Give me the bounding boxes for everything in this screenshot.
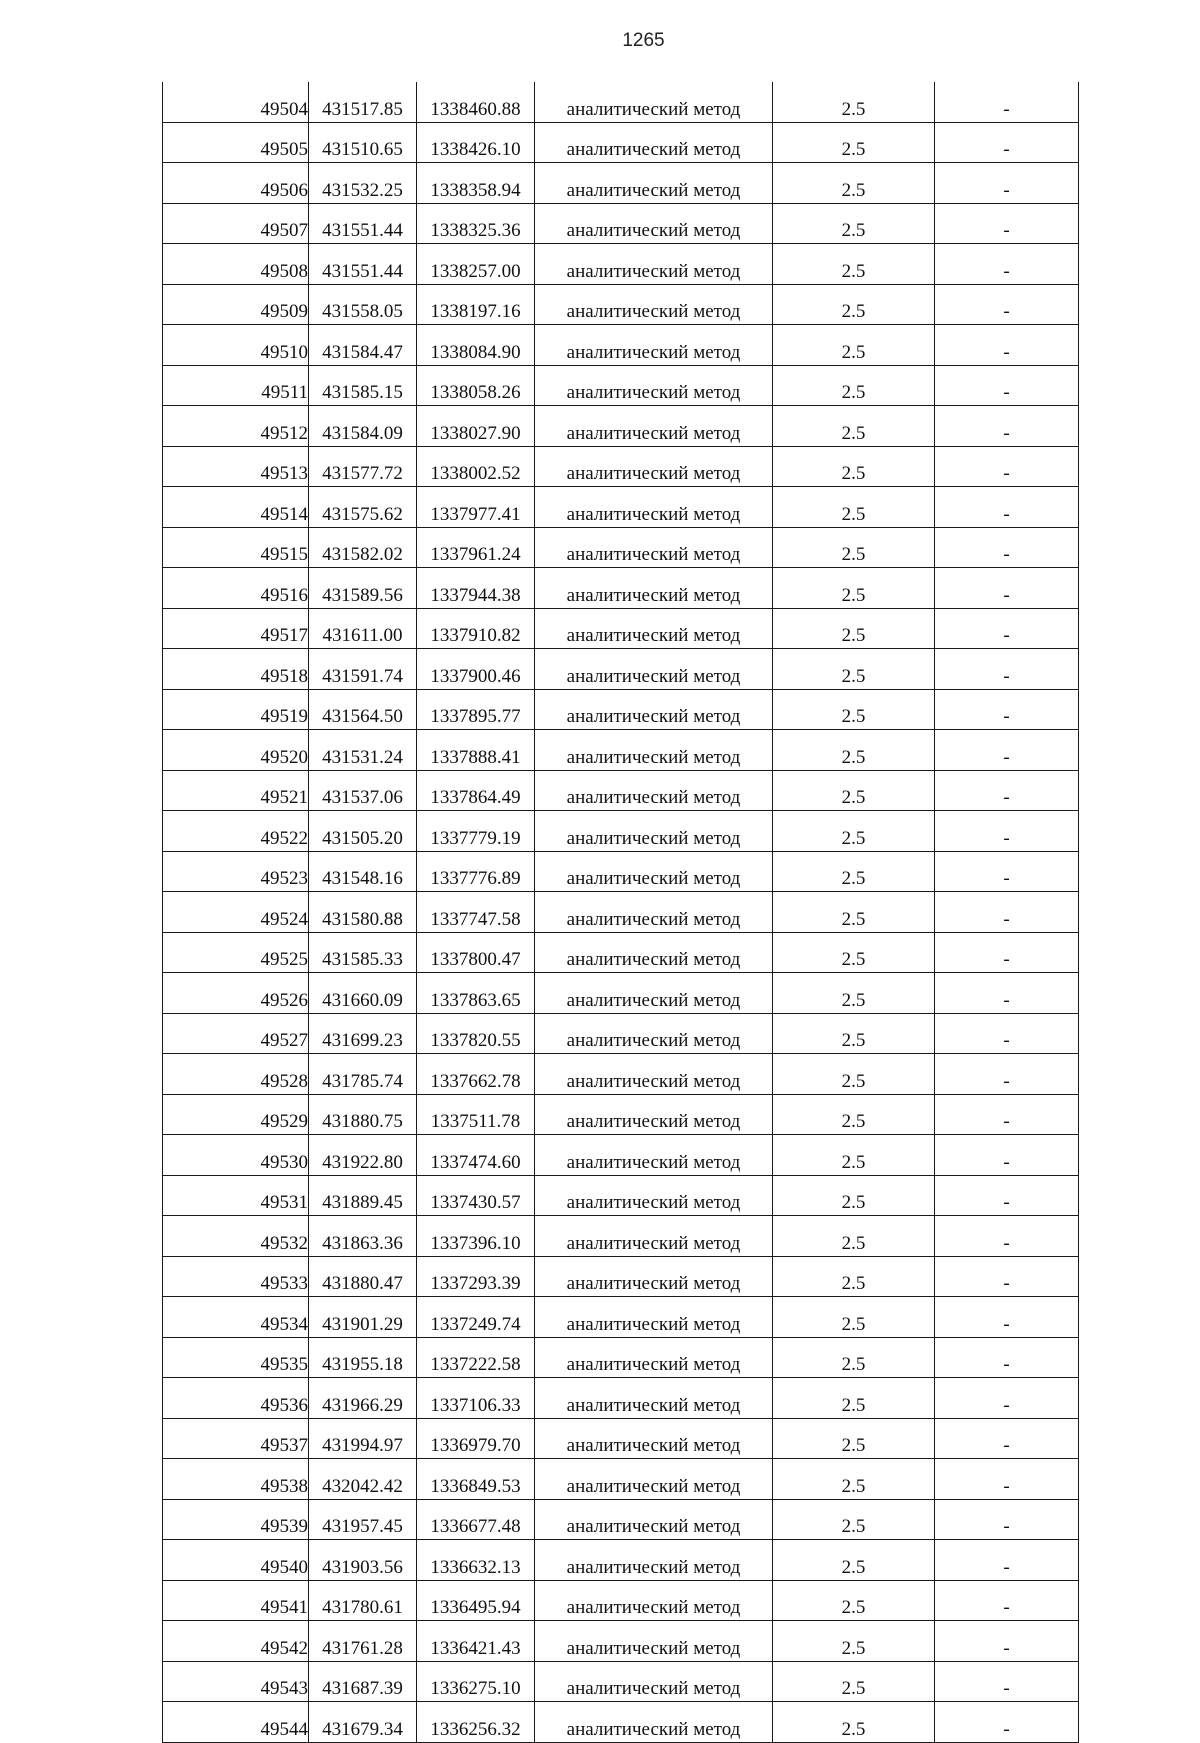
method-cell: аналитический метод <box>535 487 773 528</box>
x-coordinate-cell: 431611.00 <box>309 608 417 649</box>
point-number-cell: 49504 <box>163 82 309 122</box>
table-row <box>163 1297 1079 1338</box>
accuracy-cell: 2.5 <box>773 1337 935 1378</box>
accuracy-cell: 2.5 <box>773 730 935 771</box>
note-cell: - <box>935 1135 1079 1176</box>
point-number-cell: 49531 <box>163 1175 309 1216</box>
y-coordinate-cell: 1338426.10 <box>417 122 535 163</box>
method-cell: аналитический метод <box>535 1013 773 1054</box>
y-coordinate-cell: 1337820.55 <box>417 1013 535 1054</box>
method-cell: аналитический метод <box>535 406 773 447</box>
note-cell: - <box>935 1256 1079 1297</box>
accuracy-cell: 2.5 <box>773 851 935 892</box>
point-number-cell: 49514 <box>163 487 309 528</box>
table-row <box>163 649 1079 690</box>
x-coordinate-cell: 431585.33 <box>309 932 417 973</box>
accuracy-cell: 2.5 <box>773 1418 935 1459</box>
method-cell: аналитический метод <box>535 608 773 649</box>
point-number-cell: 49510 <box>163 325 309 366</box>
x-coordinate-cell: 431699.23 <box>309 1013 417 1054</box>
x-coordinate-cell: 431589.56 <box>309 568 417 609</box>
accuracy-cell: 2.5 <box>773 527 935 568</box>
x-coordinate-cell: 431584.47 <box>309 325 417 366</box>
y-coordinate-cell: 1337293.39 <box>417 1256 535 1297</box>
point-number-cell: 49511 <box>163 365 309 406</box>
table-row <box>163 82 1079 122</box>
point-number-cell: 49530 <box>163 1135 309 1176</box>
point-number-cell: 49516 <box>163 568 309 609</box>
method-cell: аналитический метод <box>535 446 773 487</box>
table-row <box>163 1135 1079 1176</box>
accuracy-cell: 2.5 <box>773 406 935 447</box>
x-coordinate-cell: 431903.56 <box>309 1540 417 1581</box>
accuracy-cell: 2.5 <box>773 770 935 811</box>
point-number-cell: 49532 <box>163 1216 309 1257</box>
note-cell: - <box>935 1702 1079 1743</box>
y-coordinate-cell: 1337249.74 <box>417 1297 535 1338</box>
table-row <box>163 1621 1079 1662</box>
accuracy-cell: 2.5 <box>773 1580 935 1621</box>
accuracy-cell: 2.5 <box>773 1499 935 1540</box>
note-cell: - <box>935 851 1079 892</box>
x-coordinate-cell: 431580.88 <box>309 892 417 933</box>
table-row <box>163 1216 1079 1257</box>
table-row <box>163 487 1079 528</box>
table-row <box>163 1661 1079 1702</box>
point-number-cell: 49512 <box>163 406 309 447</box>
x-coordinate-cell: 431880.47 <box>309 1256 417 1297</box>
point-number-cell: 49524 <box>163 892 309 933</box>
method-cell: аналитический метод <box>535 973 773 1014</box>
table-row <box>163 608 1079 649</box>
x-coordinate-cell: 431761.28 <box>309 1621 417 1662</box>
y-coordinate-cell: 1338027.90 <box>417 406 535 447</box>
note-cell: - <box>935 1378 1079 1419</box>
y-coordinate-cell: 1336979.70 <box>417 1418 535 1459</box>
y-coordinate-cell: 1337662.78 <box>417 1054 535 1095</box>
method-cell: аналитический метод <box>535 568 773 609</box>
note-cell: - <box>935 1418 1079 1459</box>
x-coordinate-cell: 431591.74 <box>309 649 417 690</box>
x-coordinate-cell: 432042.42 <box>309 1459 417 1500</box>
table-row <box>163 1054 1079 1095</box>
accuracy-cell: 2.5 <box>773 1459 935 1500</box>
note-cell: - <box>935 1459 1079 1500</box>
accuracy-cell: 2.5 <box>773 325 935 366</box>
y-coordinate-cell: 1337779.19 <box>417 811 535 852</box>
x-coordinate-cell: 431955.18 <box>309 1337 417 1378</box>
accuracy-cell: 2.5 <box>773 811 935 852</box>
point-number-cell: 49520 <box>163 730 309 771</box>
accuracy-cell: 2.5 <box>773 1702 935 1743</box>
method-cell: аналитический метод <box>535 1256 773 1297</box>
x-coordinate-cell: 431957.45 <box>309 1499 417 1540</box>
table-row <box>163 1499 1079 1540</box>
accuracy-cell: 2.5 <box>773 689 935 730</box>
x-coordinate-cell: 431785.74 <box>309 1054 417 1095</box>
table-row <box>163 1013 1079 1054</box>
point-number-cell: 49529 <box>163 1094 309 1135</box>
point-number-cell: 49509 <box>163 284 309 325</box>
method-cell: аналитический метод <box>535 1702 773 1743</box>
x-coordinate-cell: 431660.09 <box>309 973 417 1014</box>
table-row <box>163 1256 1079 1297</box>
y-coordinate-cell: 1338002.52 <box>417 446 535 487</box>
note-cell: - <box>935 973 1079 1014</box>
coordinates-table <box>162 82 1079 1743</box>
accuracy-cell: 2.5 <box>773 649 935 690</box>
table-row <box>163 770 1079 811</box>
method-cell: аналитический метод <box>535 1094 773 1135</box>
y-coordinate-cell: 1338084.90 <box>417 325 535 366</box>
y-coordinate-cell: 1337222.58 <box>417 1337 535 1378</box>
accuracy-cell: 2.5 <box>773 608 935 649</box>
table-row <box>163 284 1079 325</box>
y-coordinate-cell: 1337961.24 <box>417 527 535 568</box>
method-cell: аналитический метод <box>535 82 773 122</box>
y-coordinate-cell: 1336275.10 <box>417 1661 535 1702</box>
point-number-cell: 49513 <box>163 446 309 487</box>
method-cell: аналитический метод <box>535 1054 773 1095</box>
note-cell: - <box>935 1499 1079 1540</box>
accuracy-cell: 2.5 <box>773 487 935 528</box>
y-coordinate-cell: 1336849.53 <box>417 1459 535 1500</box>
table-row <box>163 973 1079 1014</box>
method-cell: аналитический метод <box>535 1378 773 1419</box>
accuracy-cell: 2.5 <box>773 1135 935 1176</box>
method-cell: аналитический метод <box>535 851 773 892</box>
point-number-cell: 49544 <box>163 1702 309 1743</box>
x-coordinate-cell: 431531.24 <box>309 730 417 771</box>
note-cell: - <box>935 932 1079 973</box>
y-coordinate-cell: 1337977.41 <box>417 487 535 528</box>
method-cell: аналитический метод <box>535 1135 773 1176</box>
point-number-cell: 49506 <box>163 163 309 204</box>
note-cell: - <box>935 1094 1079 1135</box>
accuracy-cell: 2.5 <box>773 1013 935 1054</box>
method-cell: аналитический метод <box>535 527 773 568</box>
accuracy-cell: 2.5 <box>773 1621 935 1662</box>
note-cell: - <box>935 203 1079 244</box>
point-number-cell: 49525 <box>163 932 309 973</box>
method-cell: аналитический метод <box>535 1297 773 1338</box>
accuracy-cell: 2.5 <box>773 1297 935 1338</box>
note-cell: - <box>935 365 1079 406</box>
y-coordinate-cell: 1337944.38 <box>417 568 535 609</box>
method-cell: аналитический метод <box>535 1661 773 1702</box>
table-row <box>163 1702 1079 1743</box>
method-cell: аналитический метод <box>535 203 773 244</box>
point-number-cell: 49541 <box>163 1580 309 1621</box>
x-coordinate-cell: 431510.65 <box>309 122 417 163</box>
note-cell: - <box>935 689 1079 730</box>
table-row <box>163 1580 1079 1621</box>
accuracy-cell: 2.5 <box>773 82 935 122</box>
note-cell: - <box>935 1621 1079 1662</box>
table-row <box>163 932 1079 973</box>
y-coordinate-cell: 1337396.10 <box>417 1216 535 1257</box>
note-cell: - <box>935 1054 1079 1095</box>
note-cell: - <box>935 446 1079 487</box>
accuracy-cell: 2.5 <box>773 163 935 204</box>
y-coordinate-cell: 1337106.33 <box>417 1378 535 1419</box>
note-cell: - <box>935 122 1079 163</box>
note-cell: - <box>935 406 1079 447</box>
x-coordinate-cell: 431558.05 <box>309 284 417 325</box>
accuracy-cell: 2.5 <box>773 892 935 933</box>
point-number-cell: 49540 <box>163 1540 309 1581</box>
table-row <box>163 163 1079 204</box>
y-coordinate-cell: 1337888.41 <box>417 730 535 771</box>
x-coordinate-cell: 431585.15 <box>309 365 417 406</box>
note-cell: - <box>935 244 1079 285</box>
y-coordinate-cell: 1338358.94 <box>417 163 535 204</box>
note-cell: - <box>935 527 1079 568</box>
note-cell: - <box>935 1337 1079 1378</box>
table-row <box>163 568 1079 609</box>
note-cell: - <box>935 487 1079 528</box>
table-row <box>163 1459 1079 1500</box>
x-coordinate-cell: 431966.29 <box>309 1378 417 1419</box>
method-cell: аналитический метод <box>535 1580 773 1621</box>
accuracy-cell: 2.5 <box>773 365 935 406</box>
table-row <box>163 811 1079 852</box>
coordinates-table-container <box>162 82 1078 1743</box>
x-coordinate-cell: 431922.80 <box>309 1135 417 1176</box>
accuracy-cell: 2.5 <box>773 244 935 285</box>
note-cell: - <box>935 770 1079 811</box>
method-cell: аналитический метод <box>535 122 773 163</box>
table-row <box>163 122 1079 163</box>
point-number-cell: 49543 <box>163 1661 309 1702</box>
x-coordinate-cell: 431679.34 <box>309 1702 417 1743</box>
method-cell: аналитический метод <box>535 1499 773 1540</box>
point-number-cell: 49528 <box>163 1054 309 1095</box>
x-coordinate-cell: 431575.62 <box>309 487 417 528</box>
x-coordinate-cell: 431780.61 <box>309 1580 417 1621</box>
method-cell: аналитический метод <box>535 1175 773 1216</box>
x-coordinate-cell: 431687.39 <box>309 1661 417 1702</box>
note-cell: - <box>935 1175 1079 1216</box>
point-number-cell: 49523 <box>163 851 309 892</box>
method-cell: аналитический метод <box>535 325 773 366</box>
x-coordinate-cell: 431994.97 <box>309 1418 417 1459</box>
y-coordinate-cell: 1338058.26 <box>417 365 535 406</box>
y-coordinate-cell: 1336677.48 <box>417 1499 535 1540</box>
point-number-cell: 49526 <box>163 973 309 1014</box>
x-coordinate-cell: 431551.44 <box>309 244 417 285</box>
point-number-cell: 49538 <box>163 1459 309 1500</box>
note-cell: - <box>935 284 1079 325</box>
accuracy-cell: 2.5 <box>773 446 935 487</box>
accuracy-cell: 2.5 <box>773 1094 935 1135</box>
y-coordinate-cell: 1337747.58 <box>417 892 535 933</box>
accuracy-cell: 2.5 <box>773 1256 935 1297</box>
y-coordinate-cell: 1336495.94 <box>417 1580 535 1621</box>
accuracy-cell: 2.5 <box>773 932 935 973</box>
accuracy-cell: 2.5 <box>773 568 935 609</box>
y-coordinate-cell: 1338325.36 <box>417 203 535 244</box>
y-coordinate-cell: 1337511.78 <box>417 1094 535 1135</box>
method-cell: аналитический метод <box>535 892 773 933</box>
point-number-cell: 49536 <box>163 1378 309 1419</box>
accuracy-cell: 2.5 <box>773 1054 935 1095</box>
method-cell: аналитический метод <box>535 1540 773 1581</box>
accuracy-cell: 2.5 <box>773 203 935 244</box>
note-cell: - <box>935 1013 1079 1054</box>
table-row <box>163 365 1079 406</box>
x-coordinate-cell: 431551.44 <box>309 203 417 244</box>
note-cell: - <box>935 608 1079 649</box>
table-row <box>163 527 1079 568</box>
point-number-cell: 49518 <box>163 649 309 690</box>
method-cell: аналитический метод <box>535 770 773 811</box>
table-row <box>163 325 1079 366</box>
point-number-cell: 49505 <box>163 122 309 163</box>
y-coordinate-cell: 1336421.43 <box>417 1621 535 1662</box>
note-cell: - <box>935 1216 1079 1257</box>
y-coordinate-cell: 1337800.47 <box>417 932 535 973</box>
table-row <box>163 1418 1079 1459</box>
point-number-cell: 49521 <box>163 770 309 811</box>
method-cell: аналитический метод <box>535 689 773 730</box>
x-coordinate-cell: 431889.45 <box>309 1175 417 1216</box>
accuracy-cell: 2.5 <box>773 284 935 325</box>
note-cell: - <box>935 568 1079 609</box>
method-cell: аналитический метод <box>535 284 773 325</box>
y-coordinate-cell: 1336632.13 <box>417 1540 535 1581</box>
y-coordinate-cell: 1338197.16 <box>417 284 535 325</box>
y-coordinate-cell: 1338460.88 <box>417 82 535 122</box>
x-coordinate-cell: 431584.09 <box>309 406 417 447</box>
note-cell: - <box>935 1580 1079 1621</box>
x-coordinate-cell: 431517.85 <box>309 82 417 122</box>
point-number-cell: 49527 <box>163 1013 309 1054</box>
table-row <box>163 446 1079 487</box>
note-cell: - <box>935 649 1079 690</box>
accuracy-cell: 2.5 <box>773 1661 935 1702</box>
note-cell: - <box>935 163 1079 204</box>
note-cell: - <box>935 1540 1079 1581</box>
y-coordinate-cell: 1337776.89 <box>417 851 535 892</box>
point-number-cell: 49535 <box>163 1337 309 1378</box>
x-coordinate-cell: 431537.06 <box>309 770 417 811</box>
method-cell: аналитический метод <box>535 1216 773 1257</box>
method-cell: аналитический метод <box>535 365 773 406</box>
page-number: 1265 <box>622 30 665 51</box>
y-coordinate-cell: 1337863.65 <box>417 973 535 1014</box>
method-cell: аналитический метод <box>535 649 773 690</box>
x-coordinate-cell: 431901.29 <box>309 1297 417 1338</box>
table-row <box>163 1540 1079 1581</box>
note-cell: - <box>935 892 1079 933</box>
y-coordinate-cell: 1337910.82 <box>417 608 535 649</box>
table-row <box>163 1094 1079 1135</box>
table-row <box>163 406 1079 447</box>
table-row <box>163 1175 1079 1216</box>
accuracy-cell: 2.5 <box>773 1175 935 1216</box>
method-cell: аналитический метод <box>535 932 773 973</box>
accuracy-cell: 2.5 <box>773 973 935 1014</box>
method-cell: аналитический метод <box>535 1621 773 1662</box>
method-cell: аналитический метод <box>535 1337 773 1378</box>
x-coordinate-cell: 431564.50 <box>309 689 417 730</box>
table-row <box>163 689 1079 730</box>
point-number-cell: 49517 <box>163 608 309 649</box>
method-cell: аналитический метод <box>535 730 773 771</box>
y-coordinate-cell: 1337900.46 <box>417 649 535 690</box>
point-number-cell: 49534 <box>163 1297 309 1338</box>
x-coordinate-cell: 431863.36 <box>309 1216 417 1257</box>
point-number-cell: 49508 <box>163 244 309 285</box>
y-coordinate-cell: 1336256.32 <box>417 1702 535 1743</box>
point-number-cell: 49539 <box>163 1499 309 1540</box>
method-cell: аналитический метод <box>535 1459 773 1500</box>
accuracy-cell: 2.5 <box>773 1216 935 1257</box>
accuracy-cell: 2.5 <box>773 122 935 163</box>
y-coordinate-cell: 1337864.49 <box>417 770 535 811</box>
y-coordinate-cell: 1337895.77 <box>417 689 535 730</box>
point-number-cell: 49533 <box>163 1256 309 1297</box>
point-number-cell: 49507 <box>163 203 309 244</box>
method-cell: аналитический метод <box>535 244 773 285</box>
coordinates-table-body <box>163 82 1079 1742</box>
method-cell: аналитический метод <box>535 811 773 852</box>
table-row <box>163 244 1079 285</box>
note-cell: - <box>935 82 1079 122</box>
y-coordinate-cell: 1337430.57 <box>417 1175 535 1216</box>
accuracy-cell: 2.5 <box>773 1540 935 1581</box>
x-coordinate-cell: 431880.75 <box>309 1094 417 1135</box>
accuracy-cell: 2.5 <box>773 1378 935 1419</box>
x-coordinate-cell: 431577.72 <box>309 446 417 487</box>
point-number-cell: 49542 <box>163 1621 309 1662</box>
point-number-cell: 49522 <box>163 811 309 852</box>
x-coordinate-cell: 431505.20 <box>309 811 417 852</box>
method-cell: аналитический метод <box>535 1418 773 1459</box>
method-cell: аналитический метод <box>535 163 773 204</box>
x-coordinate-cell: 431532.25 <box>309 163 417 204</box>
x-coordinate-cell: 431582.02 <box>309 527 417 568</box>
note-cell: - <box>935 811 1079 852</box>
table-row <box>163 203 1079 244</box>
table-row <box>163 1337 1079 1378</box>
point-number-cell: 49515 <box>163 527 309 568</box>
table-row <box>163 730 1079 771</box>
point-number-cell: 49519 <box>163 689 309 730</box>
note-cell: - <box>935 325 1079 366</box>
table-row <box>163 851 1079 892</box>
table-row <box>163 1378 1079 1419</box>
table-row <box>163 892 1079 933</box>
note-cell: - <box>935 1297 1079 1338</box>
point-number-cell: 49537 <box>163 1418 309 1459</box>
note-cell: - <box>935 1661 1079 1702</box>
note-cell: - <box>935 730 1079 771</box>
x-coordinate-cell: 431548.16 <box>309 851 417 892</box>
y-coordinate-cell: 1338257.00 <box>417 244 535 285</box>
y-coordinate-cell: 1337474.60 <box>417 1135 535 1176</box>
